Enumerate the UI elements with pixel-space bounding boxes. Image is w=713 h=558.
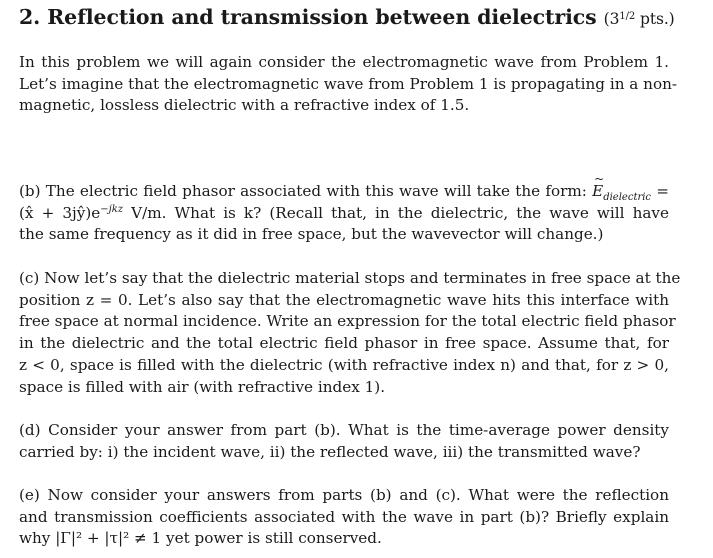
part-b-paragraph <box>19 181 669 246</box>
part-c-line: in the dielectric and the total electric field phasor in free space. Assume that, for <box>19 334 669 353</box>
problem-title <box>19 5 675 29</box>
intro-line: Let’s imagine that the electromagnetic wave from Problem 1 is propagating in a non- <box>19 74 678 93</box>
part-e-line: and transmission coefficients associated with the wave in part (b)? Briefly explain <box>19 507 669 526</box>
points-fraction: 1/2 <box>619 11 636 22</box>
part-d-line: carried by: i) the incident wave, ii) the reflected wave, iii) the transmitted wave? <box>19 442 641 461</box>
part-b-line: the same frequency as it did in free space, but the wavevector will change.) <box>19 225 604 244</box>
part-c-paragraph <box>19 268 681 398</box>
part-c-line: (c) Now let’s say that the dielectric material stops and terminates in free space at the <box>19 269 681 287</box>
part-d-line: (d) Consider your answer from part (b). What is the time-average power density <box>19 421 669 439</box>
intro-line: magnetic, lossless dielectric with a refractive index of 1.5. <box>19 96 470 115</box>
part-e-line: why |Γ|² + |τ|² ≠ 1 yet power is still conserved. <box>19 529 382 548</box>
part-c-line: position z = 0. Let’s also say that the electromagnetic wave hits this interface with <box>19 290 669 309</box>
title-points: ($3^{1/2}$ pts.) <box>603 10 675 28</box>
part-e-line: (e) Now consider your answers from parts (b) and (c). What were the reflection <box>19 486 669 504</box>
intro-line: In this problem we will again consider the electromagnetic wave from Problem 1. <box>19 53 669 71</box>
part-c-line: z < 0, space is filled with the dielectric (with refractive index n) and that, for z > 0, <box>19 355 669 374</box>
field-subscript: dielectric <box>603 192 652 204</box>
intro-paragraph <box>19 52 678 117</box>
part-d-paragraph <box>19 420 669 463</box>
part-e-paragraph <box>19 485 669 550</box>
part-c-line: free space at normal incidence. Write an expression for the total electric field phasor <box>19 312 676 331</box>
part-c-line: space is filled with air (with refractive index 1). <box>19 377 386 396</box>
part-b-line: (b) The electric field phasor associated with this wave will take the form: ~ $E_{dielectric}$ = <box>19 181 669 203</box>
exponent: −jkz <box>100 203 124 215</box>
field-symbol: ~ E <box>592 181 603 203</box>
title-text: 2. Reflection and transmission between dielectrics <box>19 5 597 29</box>
part-b-line: (x̂ + $3jŷ)e^{-jkz}$ V/m. What is k? (Recall that, in the dielectric, the wave will have <box>19 203 669 222</box>
